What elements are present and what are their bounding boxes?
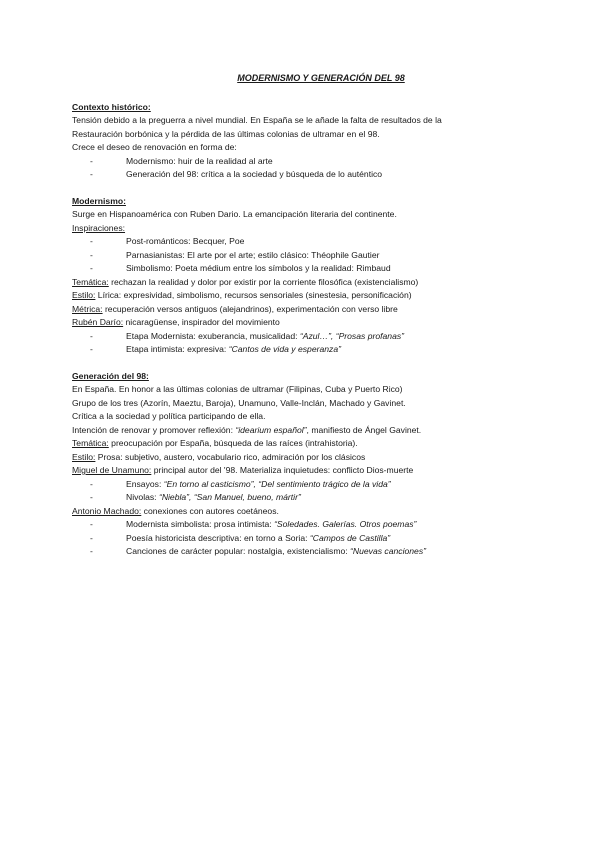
unamuno-list [72, 478, 560, 505]
etapa2-text: Etapa intimista: expresiva: [126, 344, 229, 354]
generacion-tematica [72, 437, 560, 451]
estilo-text: Lírica: expresividad, simbolismo, recursos sensoriales (sinestesia, personificación) [95, 290, 412, 300]
machado1-text: Modernista simbolista: prosa intimista: [126, 519, 275, 529]
section-generacion [72, 370, 560, 559]
list-item: - Post-románticos: Becquer, Poe [90, 235, 560, 249]
nivolas-works: “Niebla”, “San Manuel, bueno, mártir” [158, 492, 301, 502]
list-item [90, 491, 560, 505]
generacion-unamuno [72, 464, 560, 478]
etapa1-text: Etapa Modernista: exuberancia, musicalidad: [126, 330, 300, 341]
label-tematica: Temática: [72, 276, 109, 287]
label-dario: Rubén Darío: [72, 317, 124, 327]
generacion-estilo [72, 451, 560, 465]
machado2-works: “Campos de Castilla” [309, 532, 391, 543]
document-title: MODERNISMO Y GENERACIÓN DEL 98 [237, 73, 405, 83]
contexto-line-3: Crece el deseo de renovación en forma de: [72, 142, 237, 152]
unamuno-text: principal autor del '98. Materializa inquietudes: conflicto Dios-muerte [151, 465, 414, 475]
list-item: - Modernismo: huir de la realidad al arte [90, 155, 560, 169]
dario-text: nicaragüense, inspirador del movimiento [123, 317, 280, 327]
label-unamuno: Miguel de Unamuno: [72, 465, 152, 475]
nivolas-text: Nivolas: [126, 492, 159, 502]
machado3-works: “Nuevas canciones” [350, 546, 426, 556]
machado-text: conexiones con autores coetáneos. [141, 505, 279, 516]
list-item: - Simbolismo: Poeta médium entre los símbolos y la realidad: Rimbaud [90, 262, 560, 276]
label-metrica: Métrica: [72, 303, 103, 314]
machado2-text: Poesía historicista descriptiva: en torno a Soria: [126, 532, 310, 543]
estilo-text: Prosa: subjetivo, austero, vocabulario rico, admiración por los clásicos [95, 451, 366, 462]
label-estilo: Estilo: [72, 451, 96, 462]
machado3-text: Canciones de carácter popular: nostalgia, existencialismo: [126, 546, 351, 556]
etapa1-works: “Azul…”, “Prosas profanas” [299, 330, 405, 341]
label-inspiraciones: Inspiraciones: [72, 222, 126, 233]
machado1-works: “Soledades. Galerías. Otros poemas” [274, 519, 417, 529]
generacion-line-3: Crítica a la sociedad y política participando de ella. [72, 411, 266, 421]
list-item [90, 545, 560, 559]
line4-post: , manifiesto de Ángel Gavinet. [306, 424, 422, 435]
section-modernismo [72, 195, 560, 357]
list-item: - Generación del 98: crítica a la sociedad y búsqueda de lo auténtico [90, 168, 560, 182]
list-item [90, 343, 560, 357]
list-item: - Parnasianistas: El arte por el arte; estilo clásico: Théophile Gautier [90, 249, 560, 263]
contexto-line-1: Tensión debido a la preguerra a nivel mundial. En España se le añade la falta de resultados de la [72, 115, 442, 125]
dario-list [72, 330, 560, 357]
list-item [90, 330, 560, 344]
generacion-line-4 [72, 424, 560, 438]
machado-list [72, 518, 560, 559]
modernismo-dario [72, 316, 560, 330]
list-item [90, 478, 560, 492]
generacion-line-1: En España. En honor a las últimas colonias de ultramar (Filipinas, Cuba y Puerto Rico) [72, 384, 403, 394]
label-tematica: Temática: [72, 438, 109, 448]
section-contexto [72, 101, 560, 182]
modernismo-estilo [72, 289, 560, 303]
inspiraciones-list [72, 235, 560, 276]
tematica-text: rechazan la realidad y dolor por existir por la corriente filosófica (existencialismo) [108, 276, 419, 287]
list-item [90, 532, 560, 546]
heading-generacion: Generación del 98: [72, 370, 149, 381]
ensayos-text: Ensayos: [126, 478, 164, 489]
heading-contexto: Contexto histórico: [72, 101, 151, 112]
line4-pre: Intención de renovar y promover reflexión: [72, 424, 236, 435]
contexto-list [72, 155, 560, 182]
heading-modernismo: Modernismo: [72, 195, 126, 206]
ensayos-works: “En torno al casticismo”, “Del sentimiento trágico de la vida” [163, 478, 391, 489]
modernismo-metrica [72, 303, 560, 317]
generacion-machado [72, 505, 560, 519]
modernismo-line-1: Surge en Hispanoamérica con Ruben Dario. La emancipación literaria del continente. [72, 209, 397, 219]
generacion-line-2: Grupo de los tres (Azorín, Maeztu, Baroja), Unamuno, Valle-Inclán, Machado y Gavinet. [72, 397, 406, 408]
list-item [90, 518, 560, 532]
line4-work: “idearium español” [235, 424, 307, 435]
label-estilo: Estilo: [72, 290, 96, 300]
label-machado: Antonio Machado: [72, 505, 142, 516]
modernismo-tematica [72, 276, 560, 290]
etapa2-works: “Cantos de vida y esperanza” [228, 344, 341, 354]
contexto-line-2: Restauración borbónica y la pérdida de las últimas colonias de ultramar en el 98. [72, 128, 380, 139]
tematica-text: preocupación por España, búsqueda de las raíces (intrahistoria). [108, 438, 358, 448]
metrica-text: recuperación versos antiguos (alejandrinos), experimentación con verso libre [102, 303, 398, 314]
